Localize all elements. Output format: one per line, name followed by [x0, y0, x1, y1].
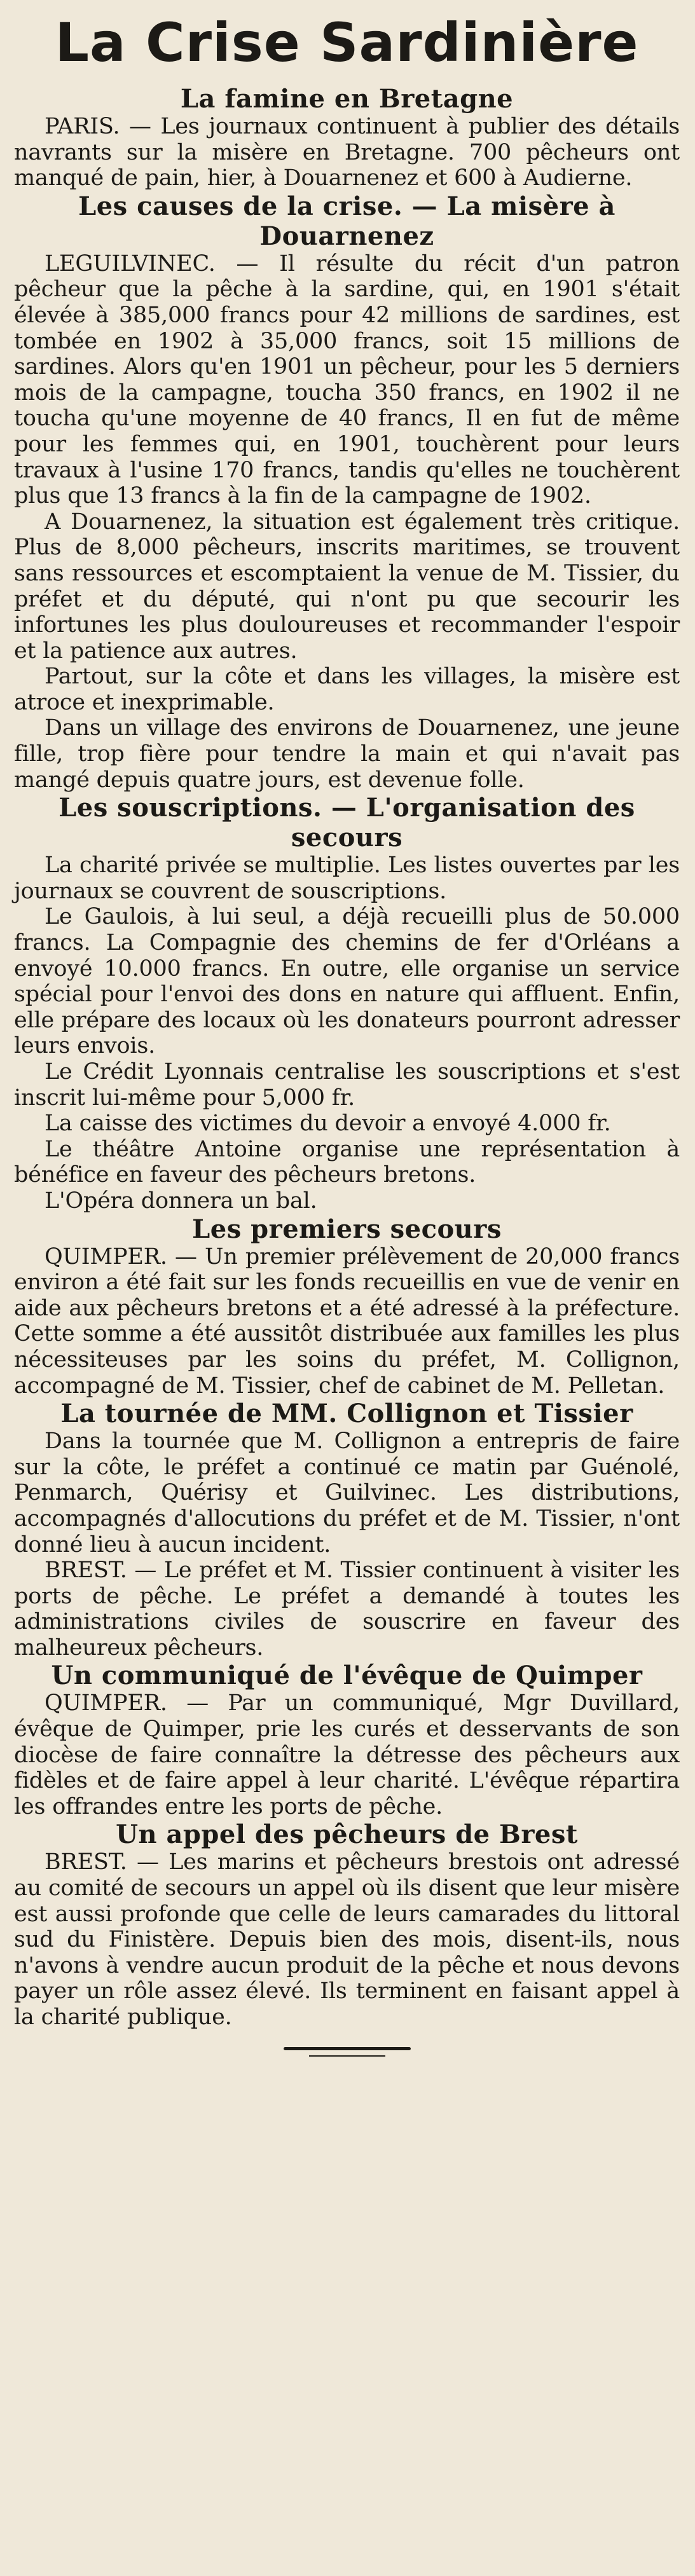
- paragraph: Dans un village des environs de Douarnenez, une jeune fille, trop fière pour tendre la main et qui n'avait pas mangé depuis quatre jours, est devenue folle.: [14, 715, 680, 793]
- paragraph: Dans la tournée que M. Collignon a entrepris de faire sur la côte, le préfet a continué ce matin par Guénolé, Penmarch, Quérisy et Guilvinec. Les distributions, accompagnés d'allocutions du préfet et de M. Tissier, n'ont donné lieu à aucun incident.: [14, 1428, 680, 1558]
- paragraph: A Douarnenez, la situation est également très critique. Plus de 8,000 pêcheurs, inscrits maritimes, se trouvent sans ressources et escomptaient la venue de M. Tissier, du préfet et du député, qui n'ont pu que secourir les infortunes les plus douloureuses et recommander l'espoir et la patience aux autres.: [14, 509, 680, 664]
- section-heading: Un appel des pêcheurs de Brest: [116, 1819, 578, 1850]
- section-heading: Un communiqué de l'évêque de Quimper: [51, 1661, 643, 1691]
- paragraph: La caisse des victimes du devoir a envoyé 4.000 fr.: [45, 1111, 611, 1137]
- section-heading: Les premiers secours: [192, 1214, 502, 1244]
- paragraph: LEGUILVINEC. — Il résulte du récit d'un patron pêcheur que la pêche à la sardine, qui, en 1901 s'était élevée à 385,000 francs pour 42 millions de sardines, est tombée en 1902 à 35,000 francs, soit 15 millions de sardines. Alors qu'en 1901 un pêcheur, pour les 5 derniers mois de la campagne, toucha 350 francs, en 1902 il ne toucha qu'une moyenne de 40 francs, Il en fut de même pour les femmes qui, en 1901, touchèrent pour leurs travaux à l'usine 170 francs, tandis qu'elles ne touchèrent plus que 13 francs à la fin de la campagne de 1902.: [14, 250, 680, 509]
- paragraph: La charité privée se multiplie. Les listes ouvertes par les journaux se couvrent de souscriptions.: [14, 853, 680, 904]
- section-heading: Les causes de la crise. — La misère à Douarnenez: [78, 191, 616, 251]
- paragraph: PARIS. — Les journaux continuent à publier des détails navrants sur la misère en Bretagne. 700 pêcheurs ont manqué de pain, hier, à Douarnenez et 600 à Audierne.: [14, 114, 680, 191]
- paragraph: Le Gaulois, à lui seul, a déjà recueilli plus de 50.000 francs. La Compagnie des chemins de fer d'Orléans a envoyé 10.000 francs. En outre, elle organise un service spécial pour l'envoi des dons en nature qui affluent. Enfin, elle prépare des locaux où les donateurs pourront adresser leurs envois.: [14, 904, 680, 1059]
- paragraph: Partout, sur la côte et dans les villages, la misère est atroce et inexprimable.: [14, 664, 680, 715]
- paragraph: BREST. — Le préfet et M. Tissier continuent à visiter les ports de pêche. Le préfet a demandé à toutes les administrations civiles de souscrire en faveur des malheureux pêcheurs.: [14, 1558, 680, 1661]
- article-title: La Crise Sardinière: [55, 11, 639, 74]
- end-rule: [284, 2047, 411, 2050]
- section-causes-crise: [14, 191, 680, 793]
- section-communique-eveque: [14, 1661, 680, 1819]
- section-famine-bretagne: [14, 84, 680, 191]
- paragraph: QUIMPER. — Par un communiqué, Mgr Duvillard, évêque de Quimper, prie les curés et desservants de son diocèse de faire connaître la détresse des pêcheurs aux fidèles et de faire appel à leur charité. L'évêque répartira les offrandes entre les ports de pêche.: [14, 1690, 680, 1819]
- section-heading: Les souscriptions. — L'organisation des secours: [58, 793, 635, 853]
- section-appel-brest: [14, 1819, 680, 2030]
- paragraph: BREST. — Les marins et pêcheurs brestois ont adressé au comité de secours un appel où ils disent que leur misère est aussi profonde que celle de leurs camarades du littoral sud du Finistère. Depuis bien des mois, disent-ils, nous n'avons à vendre aucun produit de la pêche et nous devons payer un rôle assez élevé. Ils terminent en faisant appel à la charité publique.: [14, 1849, 680, 2030]
- paragraph: Le théâtre Antoine organise une représentation à bénéfice en faveur des pêcheurs bretons.: [14, 1136, 680, 1188]
- end-rule-small: [309, 2055, 385, 2057]
- paragraph: QUIMPER. — Un premier prélèvement de 20,000 francs environ a été fait sur les fonds recueillis en vue de venir en aide aux pêcheurs bretons et a été adressé à la préfecture. Cette somme a été aussitôt distribuée aux familles les plus nécessiteuses par les soins du préfet, M. Collignon, accompagné de M. Tissier, chef de cabinet de M. Pelletan.: [14, 1243, 680, 1399]
- paragraph: L'Opéra donnera un bal.: [45, 1188, 317, 1214]
- section-heading: La tournée de MM. Collignon et Tissier: [60, 1399, 633, 1429]
- section-heading: La famine en Bretagne: [180, 84, 514, 114]
- section-premiers-secours: [14, 1214, 680, 1399]
- paragraph: Le Crédit Lyonnais centralise les souscriptions et s'est inscrit lui-même pour 5,000 fr.: [14, 1059, 680, 1111]
- section-souscriptions: [14, 793, 680, 1214]
- section-tournee: [14, 1399, 680, 1661]
